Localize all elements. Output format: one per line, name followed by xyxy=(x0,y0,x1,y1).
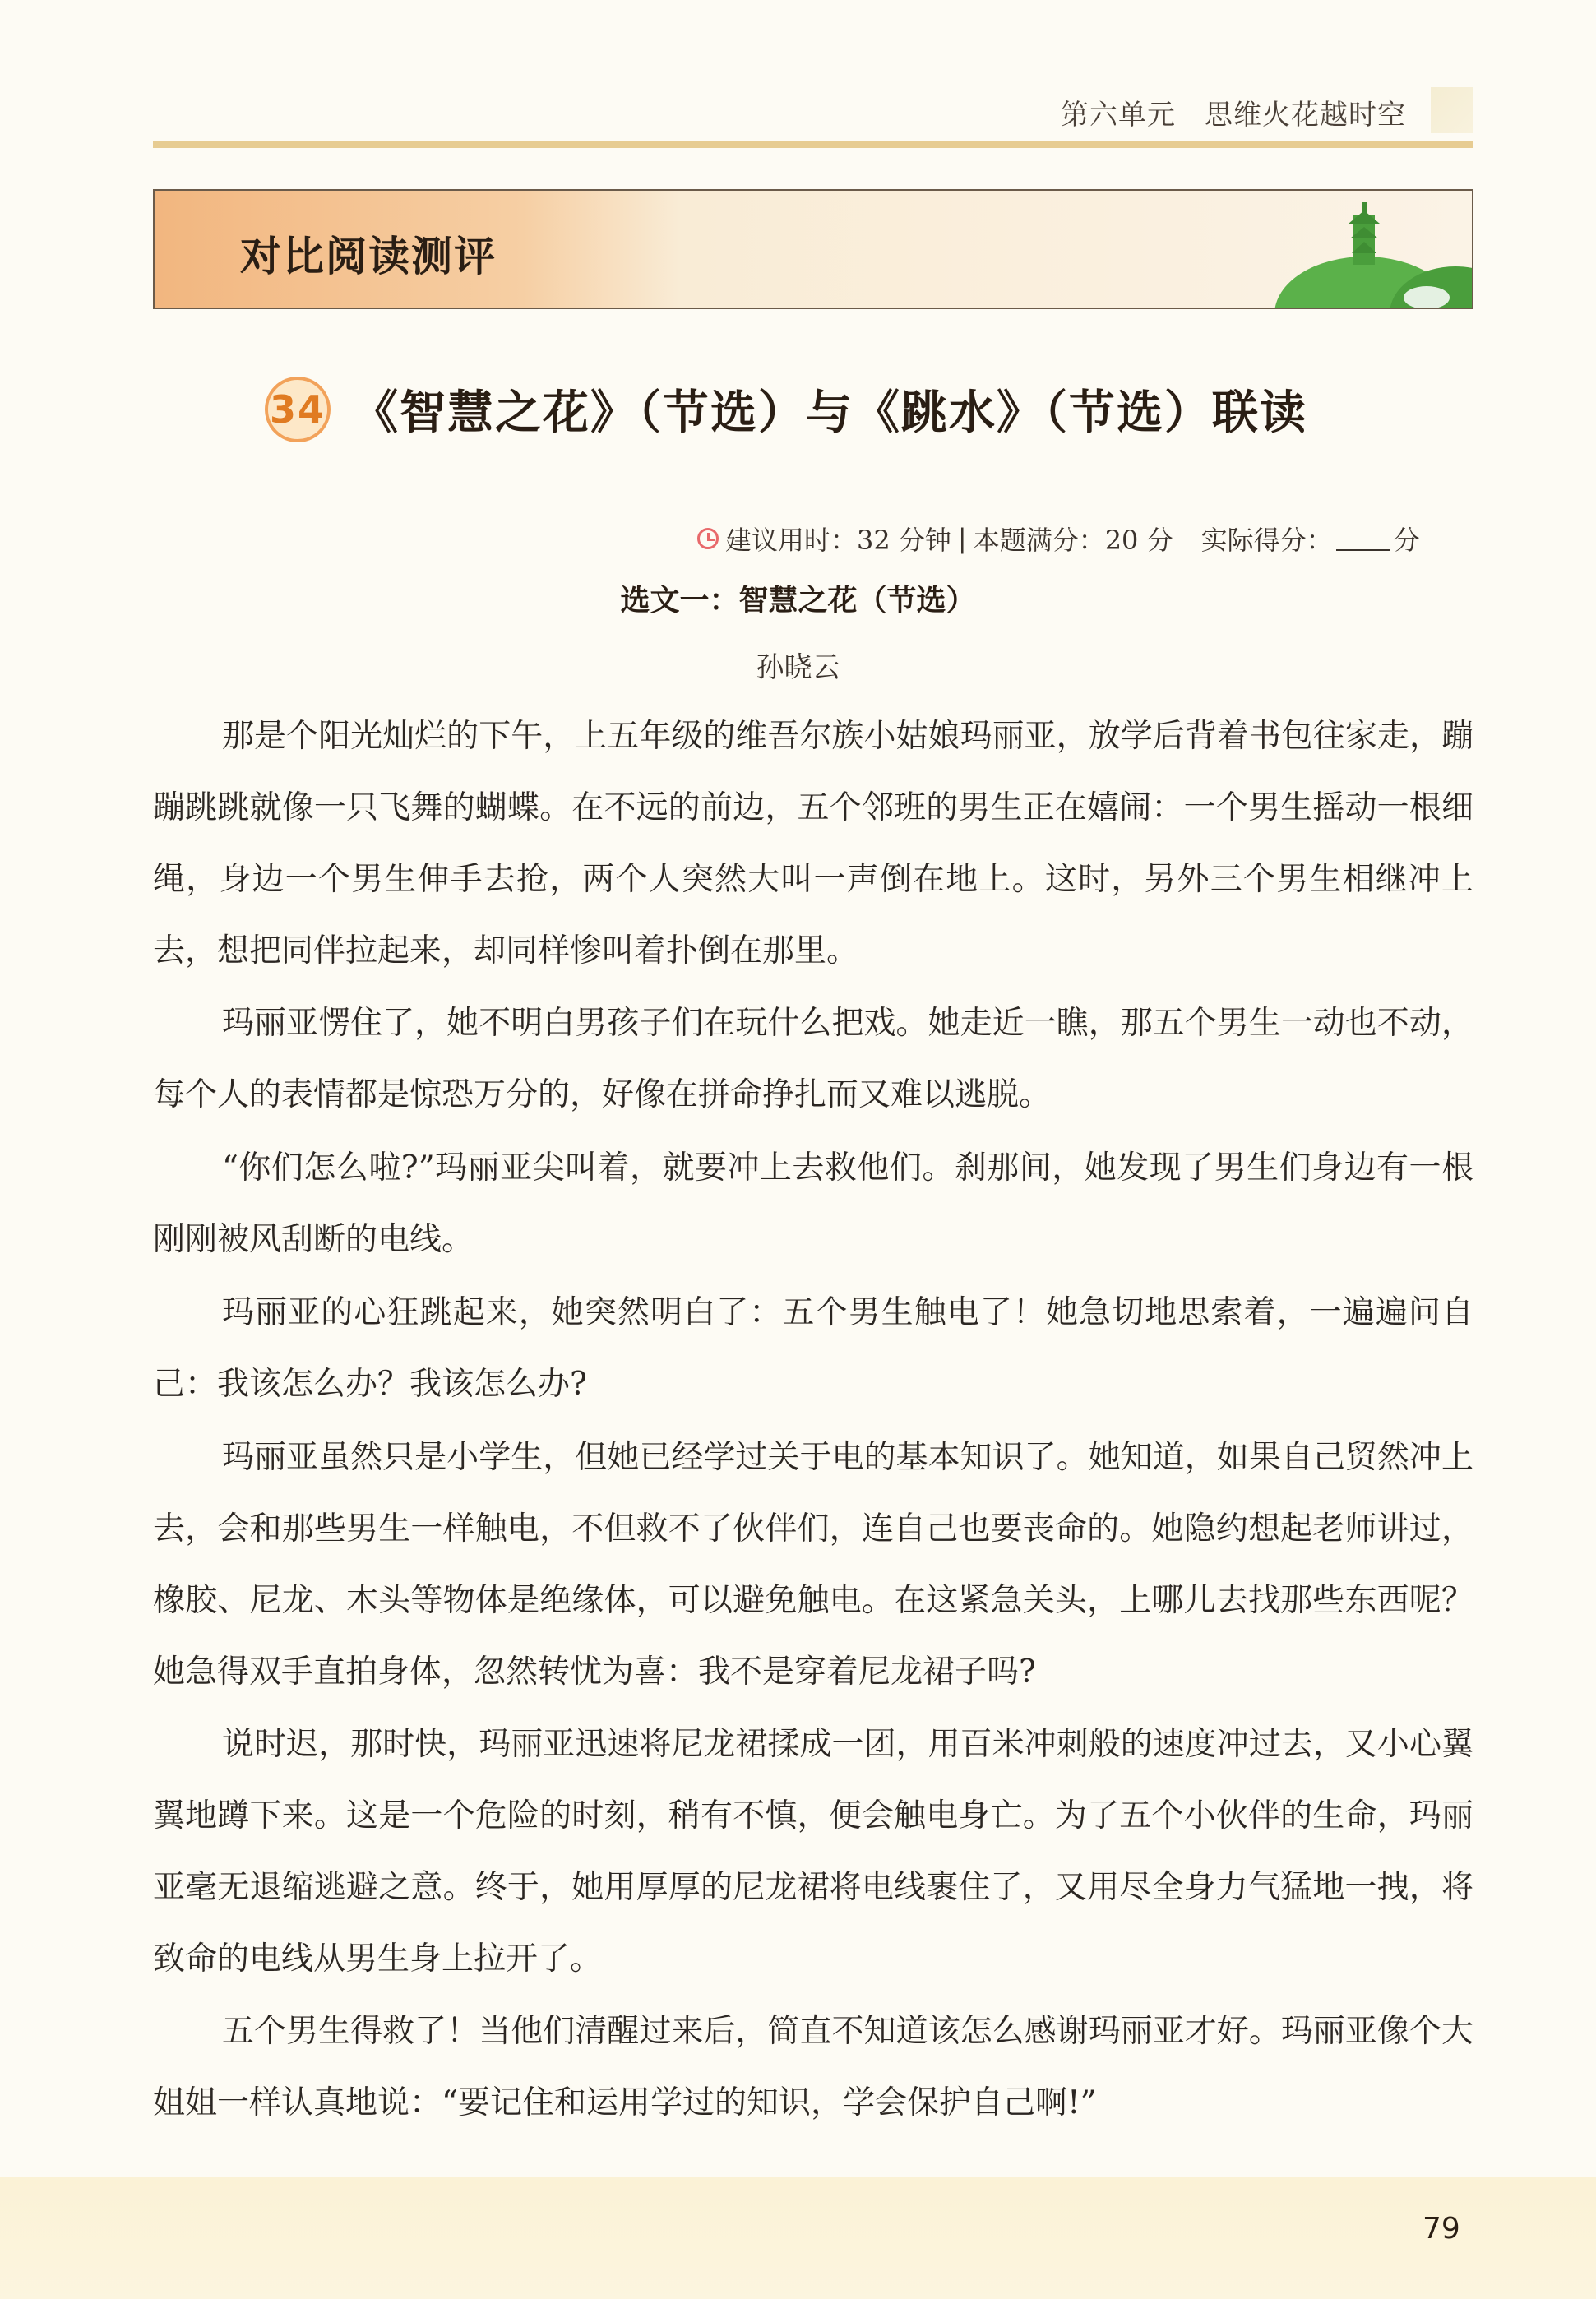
header-decoration xyxy=(1431,87,1473,133)
paragraph-6: 说时迟，那时快，玛丽亚迅速将尼龙裙揉成一团，用百米冲刺般的速度冲过去，又小心翼翼地蹲下来。这是一个危险的时刻，稍有不慎，便会触电身亡。为了五个小伙伴的生命，玛丽亚毫无退缩逃避之意。终于，她用厚厚的尼龙裙将电线裹住了，又用尽全身力气猛地一拽，将致命的电线从男生身上拉开了。 xyxy=(153,1726,1473,1978)
page-number: 79 xyxy=(1423,2212,1460,2246)
clock-icon xyxy=(697,528,719,549)
header-unit: 第六单元 思维火花越时空 xyxy=(1061,99,1406,132)
paragraph-5: 玛丽亚虽然只是小学生，但她已经学过关于电的基本知识了。她知道，如果自己贸然冲上去，会和那些男生一样触电，不但救不了伙伴们，连自己也要丧命的。她隐约想起老师讲过，橡胶、尼龙、木头等物体是绝缘体，可以避免触电。在这紧急关头，上哪儿去找那些东西呢？她急得双手直拍身体，忽然转忧为喜：我不是穿着尼龙裙子吗? xyxy=(153,1439,1473,1691)
actual-score-blank[interactable] xyxy=(1336,526,1390,551)
paragraph-3: “你们怎么啦?”玛丽亚尖叫着，就要冲上去救他们。刹那间，她发现了男生们身边有一根刚刚被风刮断的电线。 xyxy=(153,1150,1473,1258)
paragraph-4: 玛丽亚的心狂跳起来，她突然明白了：五个男生触电了！她急切地思索着，一遍遍问自己：我该怎么办？我该怎么办? xyxy=(153,1294,1473,1403)
paragraph-7: 五个男生得救了！当他们清醒过来后，简直不知道该怎么感谢玛丽亚才好。玛丽亚像个大姐姐一样认真地说：“要记住和运用学过的知识，学会保护自己啊!” xyxy=(153,2013,1473,2121)
paragraph-1: 那是个阳光灿烂的下午，上五年级的维吾尔族小姑娘玛丽亚，放学后背着书包往家走，蹦蹦跳跳就像一只飞舞的蝴蝶。在不远的前边，五个邻班的男生正在嬉闹：一个男生摇动一根细绳，身边一个男生伸手去抢，两个人突然大叫一声倒在地上。这时，另外三个男生相继冲上去，想把同伴拉起来，却同样惨叫着扑倒在那里。 xyxy=(153,718,1473,969)
actual-score-label: 实际得分： xyxy=(1200,525,1333,556)
section-banner xyxy=(153,189,1473,309)
header-rule xyxy=(153,141,1473,148)
lesson-title-text: 《智慧之花》（节选）与《跳水》（节选）联读 xyxy=(352,386,1307,440)
exercise-meta xyxy=(697,520,1420,557)
selection-author: 孙晓云 xyxy=(756,651,840,684)
footer-band xyxy=(0,2177,1596,2299)
lesson-title xyxy=(265,377,1416,442)
lesson-number-badge: 34 xyxy=(265,377,331,442)
actual-score-unit: 分 xyxy=(1393,525,1420,556)
pagoda-hills-illustration xyxy=(1225,191,1472,309)
paragraph-2: 玛丽亚愣住了，她不明白男孩子们在玩什么把戏。她走近一瞧，那五个男生一动也不动，每个人的表情都是惊恐万分的，好像在拼命挣扎而又难以逃脱。 xyxy=(153,1005,1473,1113)
suggested-time: 建议用时：32 分钟 xyxy=(725,525,951,556)
banner-title: 对比阅读测评 xyxy=(240,233,497,280)
meta-separator: | xyxy=(957,523,967,554)
full-score: 本题满分：20 分 xyxy=(973,525,1173,556)
selection-title: 选文一：智慧之花（节选） xyxy=(620,584,976,618)
